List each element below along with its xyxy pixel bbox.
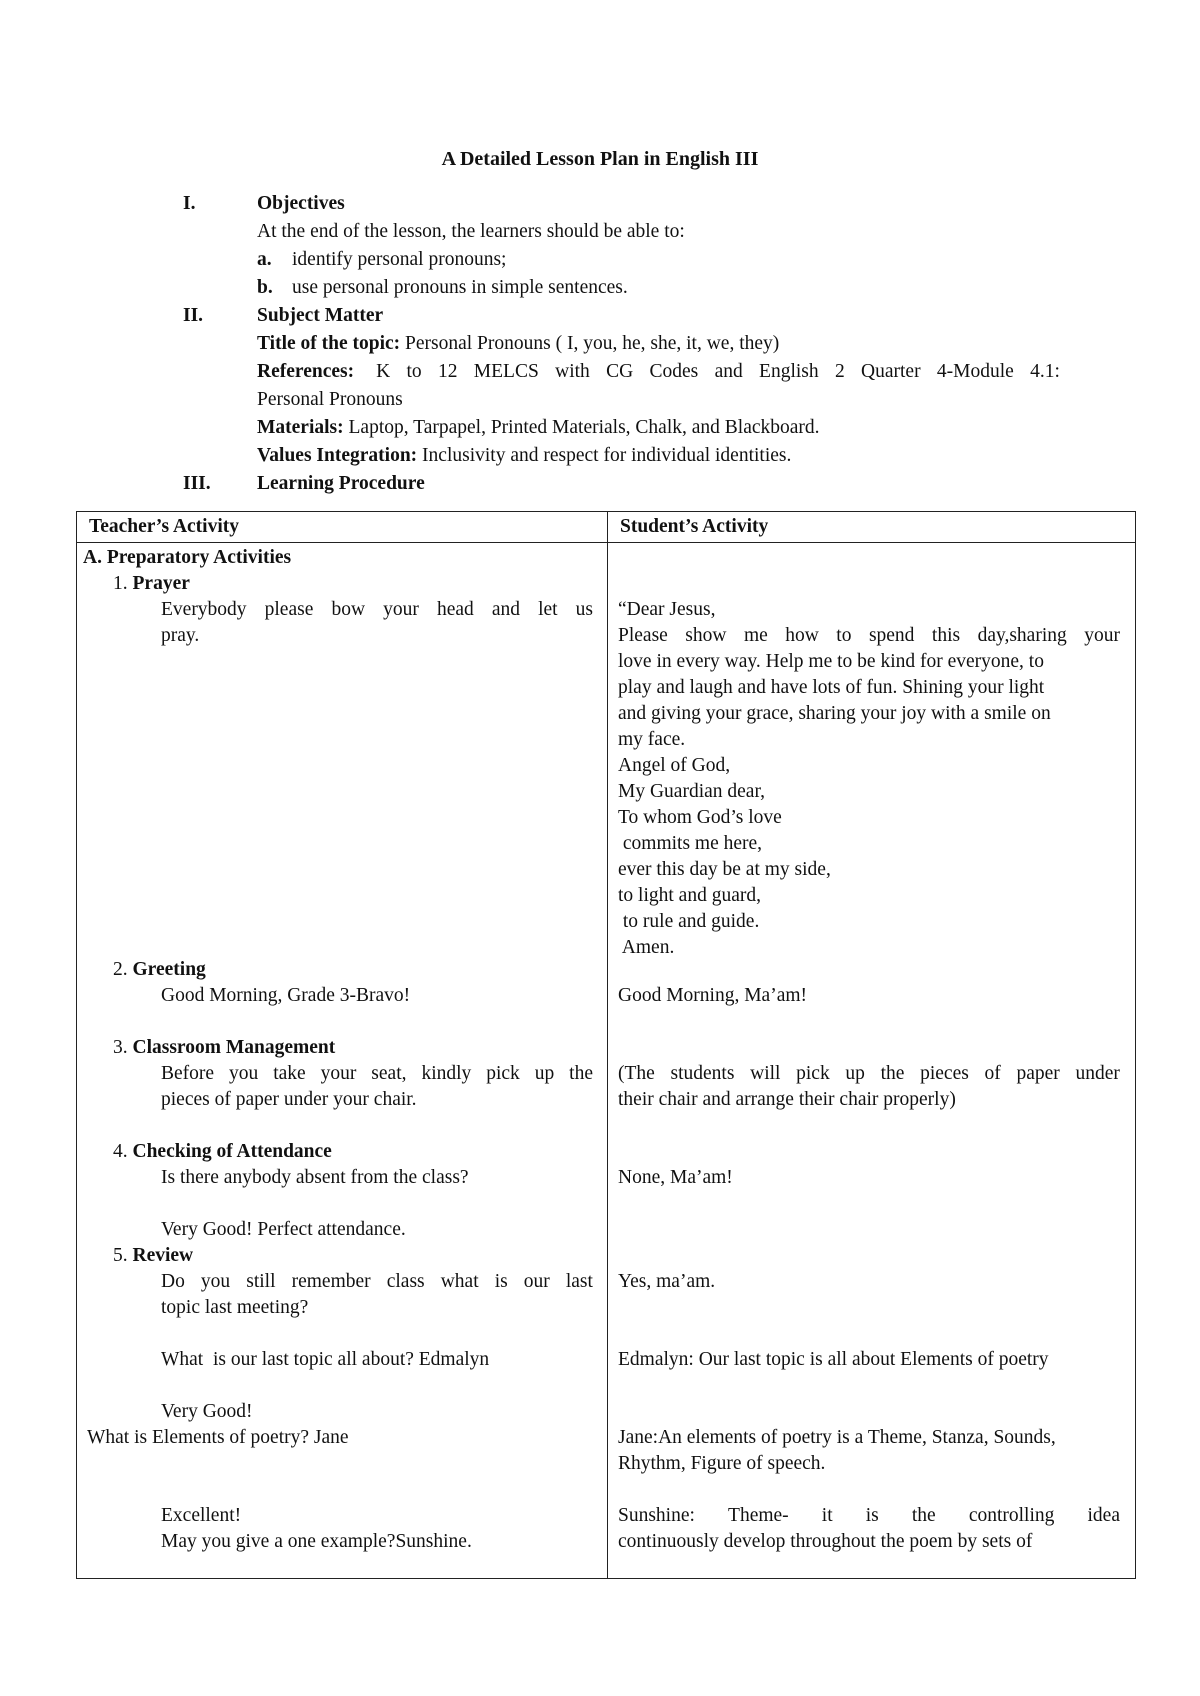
objective-text: use personal pronouns in simple sentences. [292, 277, 628, 298]
review-student-line-4b: continuously develop throughout the poem by sets of [618, 1531, 1033, 1552]
classroom-management-teacher-line-1: Before you take your seat, kindly pick up the [161, 1063, 593, 1084]
prayer-student-line: My Guardian dear, [618, 781, 766, 802]
prayer-student-line: my face. [618, 729, 686, 750]
topic-value: Personal Pronouns ( I, you, he, she, it, we, they) [400, 333, 780, 354]
classroom-management-title: Classroom Management [132, 1037, 336, 1058]
procedure-heading: Learning Procedure [257, 473, 425, 494]
teacher-activity-header: Teacher’s Activity [77, 512, 608, 543]
review-student-line-3b: Rhythm, Figure of speech. [618, 1453, 826, 1474]
prayer-student-line: commits me here, [618, 833, 763, 854]
attendance-title: Checking of Attendance [132, 1141, 332, 1162]
activity-table [76, 511, 1136, 1579]
references-label: References: [257, 361, 355, 382]
prayer-student-line: ever this day be at my side, [618, 859, 831, 880]
prayer-heading [113, 571, 190, 597]
prayer-student-line: Please show me how to spend this day,sharing your [618, 625, 1120, 646]
objectives-heading: Objectives [257, 193, 345, 214]
review-student-line-3a: Jane:An elements of poetry is a Theme, Stanza, Sounds, [618, 1427, 1056, 1448]
attendance-number: 4. [113, 1141, 128, 1162]
review-student-line-1: Yes, ma’am. [618, 1271, 716, 1292]
prayer-teacher-line-1: Everybody please bow your head and let us [161, 599, 593, 620]
greeting-number: 2. [113, 959, 128, 980]
objective-letter: b. [257, 277, 273, 298]
prayer-student-line: To whom God’s love [618, 807, 782, 828]
table-header-row [77, 512, 1136, 543]
attendance-heading [113, 1139, 332, 1165]
prayer-teacher-line-2: pray. [161, 625, 200, 646]
prayer-student-line: Angel of God, [618, 755, 731, 776]
greeting-student: Good Morning, Ma’am! [618, 985, 808, 1006]
review-teacher-line-2: topic last meeting? [161, 1297, 309, 1318]
review-teacher-line-4: Very Good! [161, 1401, 253, 1422]
materials-value: Laptop, Tarpapel, Printed Materials, Chalk, and Blackboard. [343, 417, 820, 438]
classroom-management-student-line-2: their chair and arrange their chair properly) [618, 1089, 956, 1110]
values-value: Inclusivity and respect for individual identities. [417, 445, 792, 466]
review-teacher-line-7: May you give a one example?Sunshine. [161, 1531, 472, 1552]
table-row [77, 543, 1136, 1579]
prayer-student-line: “Dear Jesus, [618, 599, 716, 620]
prayer-student-line: to light and guard, [618, 885, 761, 906]
prayer-student-line: play and laugh and have lots of fun. Shining your light [618, 677, 1045, 698]
attendance-teacher-line-1: Is there anybody absent from the class? [161, 1167, 469, 1188]
classroom-management-teacher-line-2: pieces of paper under your chair. [161, 1089, 417, 1110]
subject-matter-heading: Subject Matter [257, 305, 384, 326]
review-teacher-line-1: Do you still remember class what is our last [161, 1271, 593, 1292]
subject-matter-numeral: II. [183, 305, 204, 326]
greeting-title: Greeting [132, 959, 206, 980]
references-value-2: Personal Pronouns [257, 389, 403, 410]
student-activity-header: Student’s Activity [608, 512, 1136, 543]
objective-text: identify personal pronouns; [292, 249, 507, 270]
prayer-student-line: love in every way. Help me to be kind for everyone, to [618, 651, 1044, 672]
prayer-title: Prayer [132, 573, 190, 594]
attendance-student: None, Ma’am! [618, 1167, 733, 1188]
greeting-heading [113, 957, 206, 983]
materials-label: Materials: [257, 417, 344, 438]
objective-letter: a. [257, 249, 272, 270]
values-label: Values Integration: [257, 445, 418, 466]
prayer-student-line: and giving your grace, sharing your joy with a smile on [618, 703, 1051, 724]
prayer-student-line: Amen. [618, 937, 675, 958]
review-teacher-line-3: What is our last topic all about? Edmalyn [161, 1349, 490, 1370]
objectives-numeral: I. [183, 193, 196, 214]
topic-label: Title of the topic: [257, 333, 401, 354]
section-a-heading: A. Preparatory Activities [83, 547, 292, 568]
prayer-student-line: to rule and guide. [618, 911, 760, 932]
review-heading [113, 1243, 193, 1269]
prayer-number: 1. [113, 573, 128, 594]
classroom-management-number: 3. [113, 1037, 128, 1058]
procedure-numeral: III. [183, 473, 211, 494]
classroom-management-heading [113, 1035, 335, 1061]
objectives-intro: At the end of the lesson, the learners should be able to: [257, 221, 685, 242]
references-value: K to 12 MELCS with CG Codes and English 2 Quarter 4-Module 4.1: [376, 361, 1060, 382]
review-title: Review [132, 1245, 194, 1266]
greeting-teacher: Good Morning, Grade 3-Bravo! [161, 985, 411, 1006]
classroom-management-student-line-1: (The students will pick up the pieces of paper under [618, 1063, 1120, 1084]
review-teacher-line-5: What is Elements of poetry? Jane [87, 1427, 349, 1448]
page-title: A Detailed Lesson Plan in English III [441, 148, 759, 170]
review-student-line-4a: Sunshine: Theme- it is the controlling idea [618, 1505, 1120, 1526]
review-number: 5. [113, 1245, 128, 1266]
review-student-line-2: Edmalyn: Our last topic is all about Elements of poetry [618, 1349, 1049, 1370]
review-teacher-line-6: Excellent! [161, 1505, 242, 1526]
attendance-teacher-line-2: Very Good! Perfect attendance. [161, 1219, 406, 1240]
